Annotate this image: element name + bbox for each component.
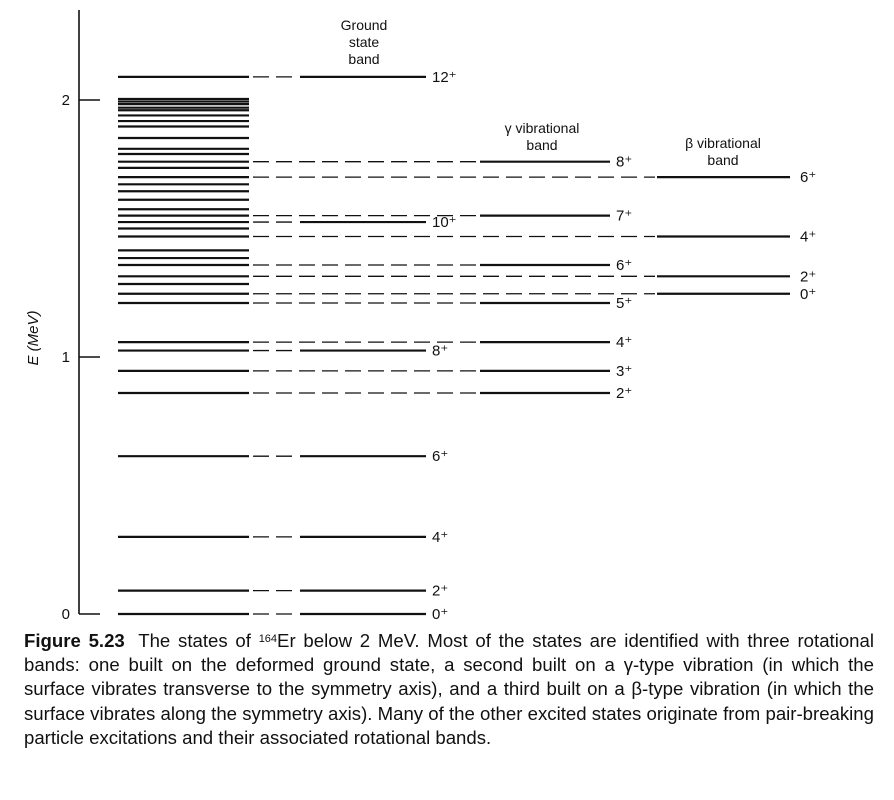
axis-tick-label: 1 xyxy=(61,349,70,366)
beta-level-label: 0⁺ xyxy=(800,285,817,303)
ground-level-label: 8⁺ xyxy=(432,342,449,360)
gamma-level-label: 6⁺ xyxy=(616,256,633,274)
ground-band-title: band xyxy=(348,51,380,67)
energy-axis xyxy=(25,10,100,623)
ground-level-label: 4⁺ xyxy=(432,528,449,546)
beta-band-title: β vibrational xyxy=(685,135,761,151)
gamma-level-label: 2⁺ xyxy=(616,384,633,402)
ground-band-title: state xyxy=(348,34,380,50)
beta-level-label: 2⁺ xyxy=(800,268,817,286)
axis-label: E (MeV) xyxy=(25,310,42,366)
isotope-mass-number: 164 xyxy=(258,633,278,645)
dashed-connectors xyxy=(253,77,655,614)
gamma-band-title: γ vibrational xyxy=(504,120,580,136)
ground-level-label: 6⁺ xyxy=(432,448,449,466)
caption-text-end: Er below 2 MeV. Most of the states are identified with three rotational bands: one built on the deformed ground state, a second built on a γ-type vibration (in which the surface vibrates transverse to the symmetry axis), and a third built on a β-type vibration (in which the surface vibrates along the symmetry axis). Many of the other excited states originate from pair-breaking particle excitations and their associated rotational bands. xyxy=(24,630,874,748)
band-titles xyxy=(341,17,761,168)
beta-band-title: band xyxy=(707,152,739,168)
gamma-level-label: 8⁺ xyxy=(616,153,633,171)
gamma-level-label: 4⁺ xyxy=(616,334,633,352)
band-levels xyxy=(300,69,816,623)
gamma-level-label: 7⁺ xyxy=(616,207,633,225)
ground-level-label: 10⁺ xyxy=(432,214,457,232)
gamma-level-label: 5⁺ xyxy=(616,295,633,313)
ground-level-label: 2⁺ xyxy=(432,582,449,600)
axis-tick-label: 0 xyxy=(61,606,70,623)
caption-text-start: The states of xyxy=(138,630,259,651)
beta-level-label: 4⁺ xyxy=(800,228,817,246)
axis-tick-label: 2 xyxy=(61,92,70,109)
figure-number: Figure 5.23 xyxy=(24,630,125,651)
ground-level-label: 12⁺ xyxy=(432,68,457,86)
ground-band-title: Ground xyxy=(340,17,388,33)
all-states-column xyxy=(118,77,249,614)
figure-caption xyxy=(24,629,874,750)
ground-level-label: 0⁺ xyxy=(432,606,449,623)
gamma-band-title: band xyxy=(526,137,558,153)
beta-level-label: 6⁺ xyxy=(800,169,817,187)
gamma-level-label: 3⁺ xyxy=(616,362,633,380)
